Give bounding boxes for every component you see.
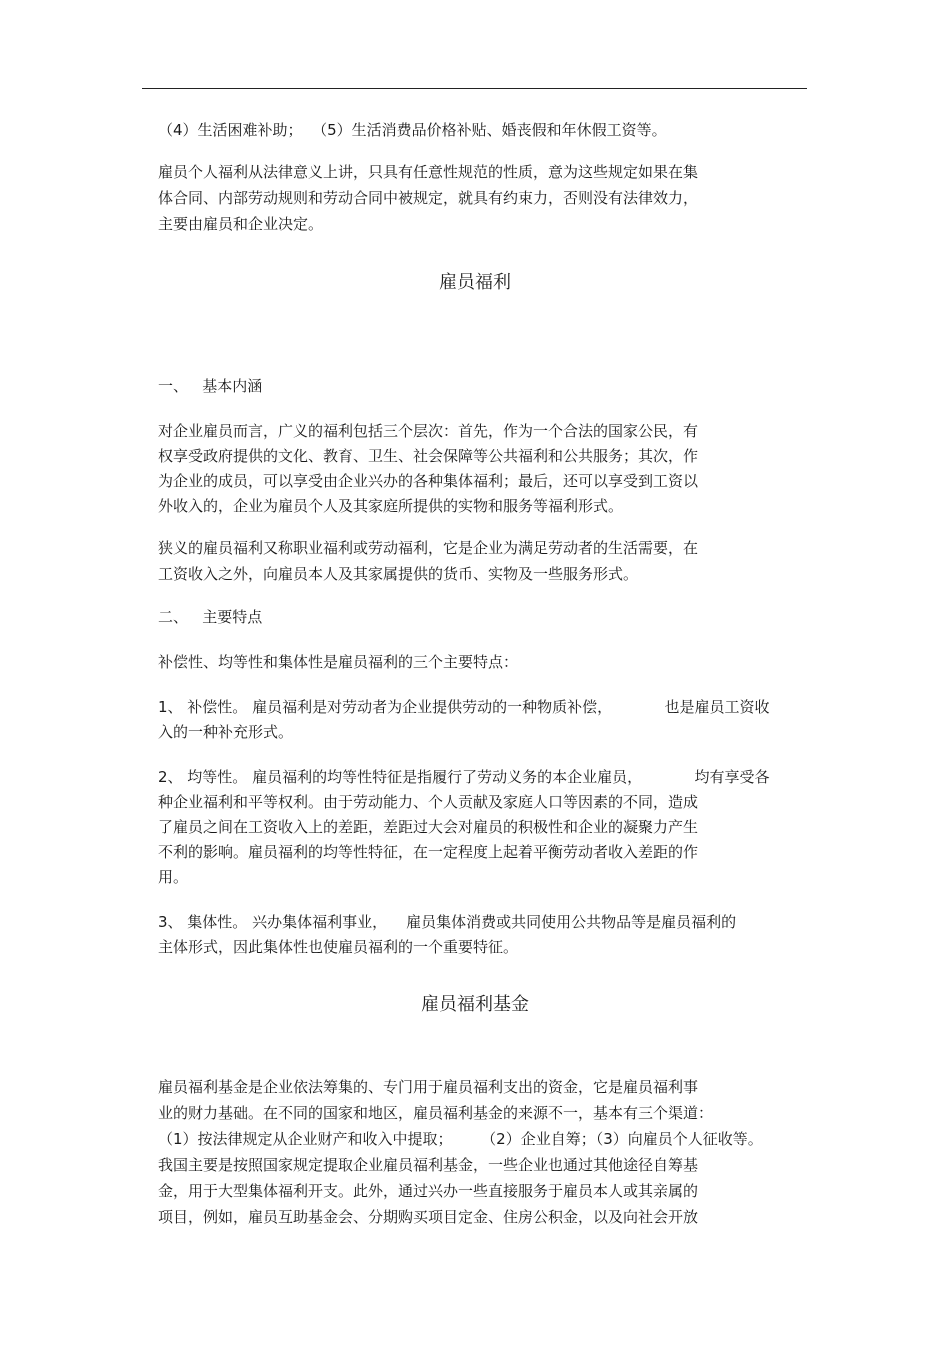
text-line: 雇员福利基金是企业依法筹集的、专门用于雇员福利支出的资金，它是雇员福利事 [158,1078,699,1096]
text-line: （4）生活困难补助； （5）生活消费品价格补贴、婚丧假和年休假工资等。 [158,121,667,139]
text-line: 体合同、内部劳动规则和劳动合同中被规定，就具有约束力，否则没有法律效力， [158,189,699,207]
text-line: 权享受政府提供的文化、教育、卫生、社会保障等公共福利和公共服务；其次，作 [158,447,699,465]
text-line: 对企业雇员而言，广义的福利包括三个层次：首先，作为一个合法的国家公民，有 [158,422,699,440]
text-line: 项目，例如，雇员互助基金会、分期购买项目定金、住房公积金，以及向社会开放 [158,1208,699,1226]
text-line: 主体形式，因此集体性也使雇员福利的一个重要特征。 [158,938,519,956]
text-line: 了雇员之间在工资收入上的差距，差距过大会对雇员的积极性和企业的凝聚力产生 [158,818,699,836]
text-line: 我国主要是按照国家规定提取企业雇员福利基金，一些企业也通过其他途径自筹基 [158,1156,699,1174]
header-rule [142,88,807,89]
subheading: 一、 基本内涵 [158,377,263,395]
text-line: 补偿性、均等性和集体性是雇员福利的三个主要特点： [158,653,519,671]
text-line: 入的一种补充形式。 [158,723,294,741]
text-line: 种企业福利和平等权利。由于劳动能力、个人贡献及家庭人口等因素的不同，造成 [158,793,699,811]
text-line: 雇员个人福利从法律意义上讲，只具有任意性规范的性质，意为这些规定如果在集 [158,163,699,181]
text-line: 业的财力基础。在不同的国家和地区，雇员福利基金的来源不一，基本有三个渠道： [158,1104,714,1122]
text-line: 3、 集体性。 兴办集体福利事业， 雇员集体消费或共同使用公共物品等是雇员福利的 [158,913,737,931]
text-line: 不利的影响。雇员福利的均等性特征，在一定程度上起着平衡劳动者收入差距的作 [158,843,699,861]
text-line: 工资收入之外，向雇员本人及其家属提供的货币、实物及一些服务形式。 [158,565,639,583]
text-line: 2、 均等性。 雇员福利的均等性特征是指履行了劳动义务的本企业雇员， 均有享受各 [158,768,770,786]
subheading: 二、 主要特点 [158,608,263,626]
text-line: （1）按法律规定从企业财产和收入中提取； （2）企业自筹；（3）向雇员个人征收等。 [158,1130,763,1148]
text-line: 外收入的，企业为雇员个人及其家庭所提供的实物和服务等福利形式。 [158,497,624,515]
text-line: 狭义的雇员福利又称职业福利或劳动福利，它是企业为满足劳动者的生活需要，在 [158,539,699,557]
text-line: 1、 补偿性。 雇员福利是对劳动者为企业提供劳动的一种物质补偿， 也是雇员工资收 [158,698,770,716]
text-line: 为企业的成员，可以享受由企业兴办的各种集体福利；最后，还可以享受到工资以 [158,472,699,490]
text-line: 金，用于大型集体福利开支。此外，通过兴办一些直接服务于雇员本人或其亲属的 [158,1182,699,1200]
text-line: 主要由雇员和企业决定。 [158,215,324,233]
text-line: 用。 [158,868,189,886]
section-heading: 雇员福利 [439,272,511,293]
section-heading: 雇员福利基金 [421,994,529,1015]
